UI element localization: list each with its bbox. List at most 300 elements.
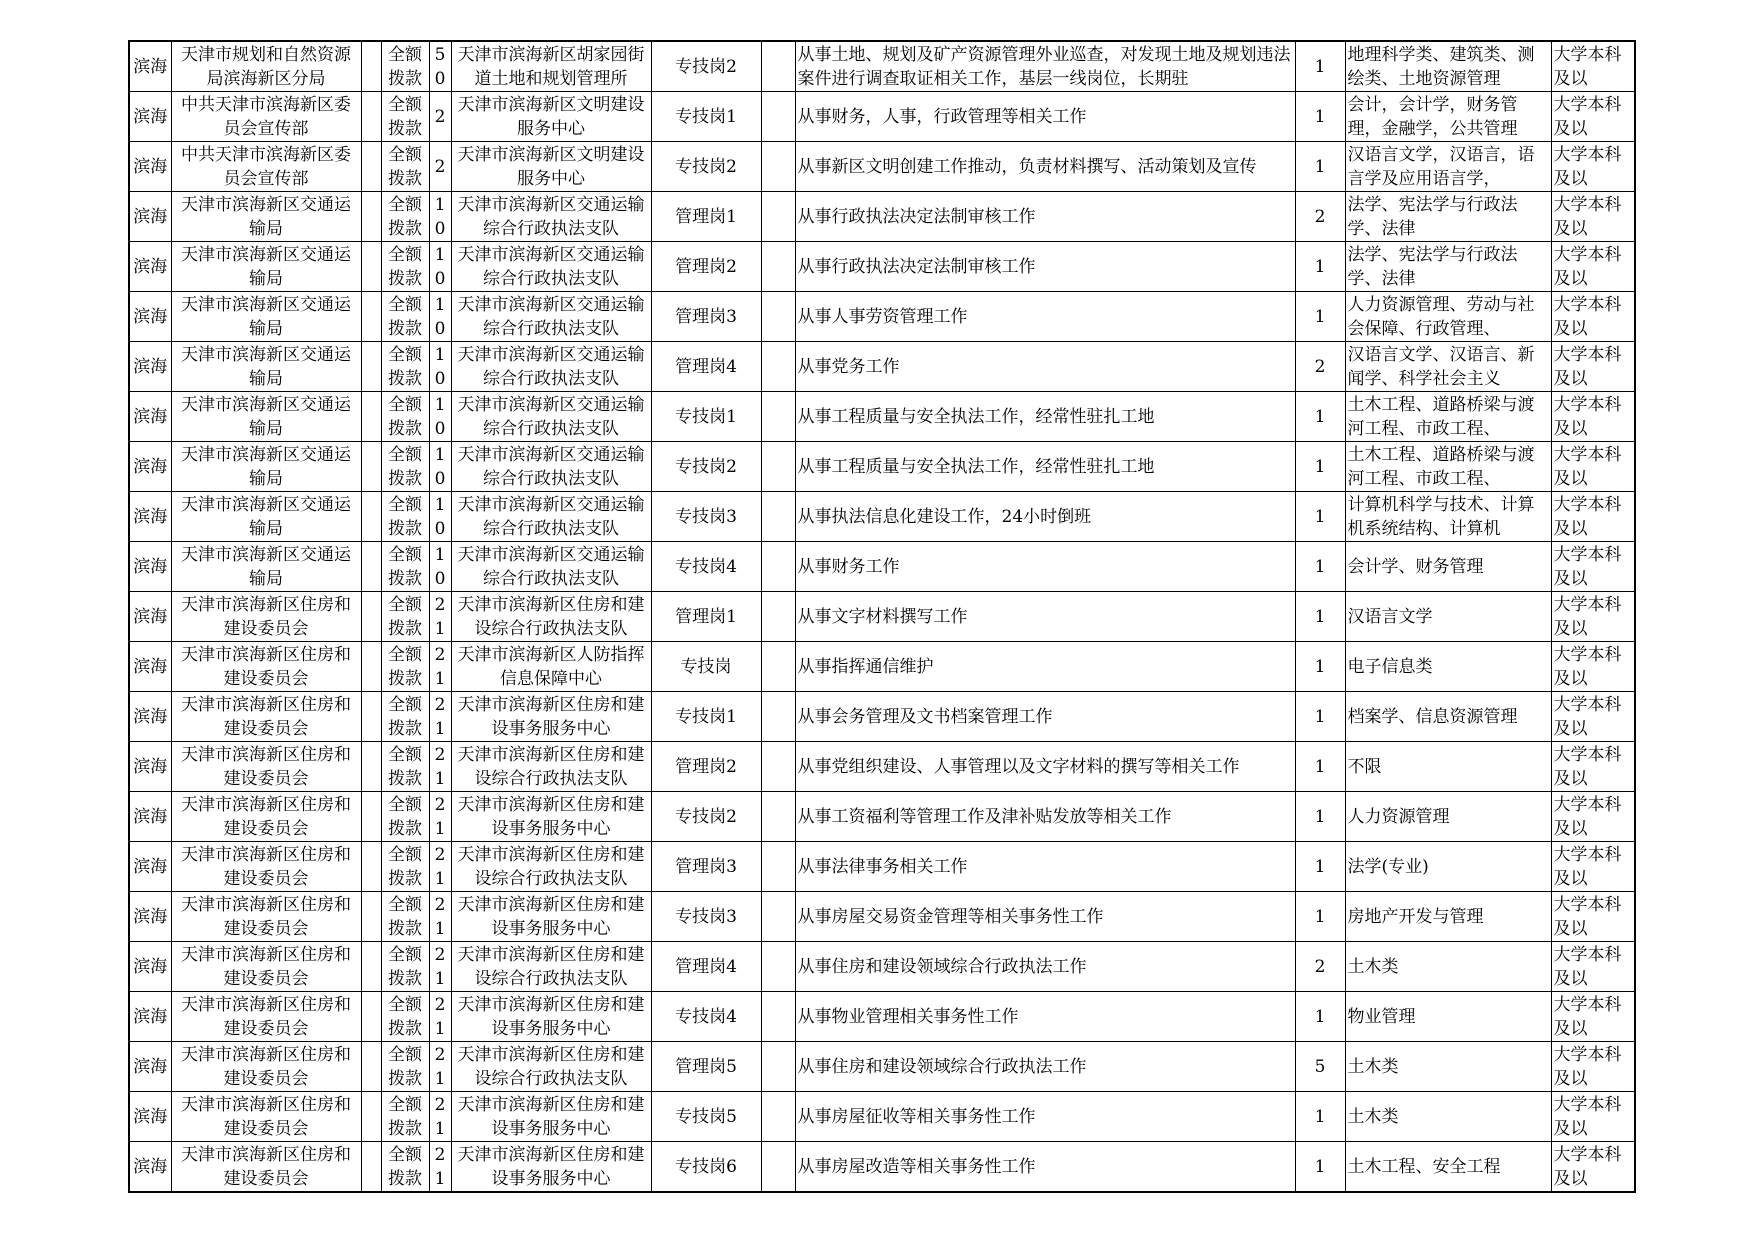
cell-headcount-text: 1 <box>1314 406 1326 427</box>
cell-separator <box>761 842 795 892</box>
cell-education <box>1551 942 1635 992</box>
cell-recruiting-unit <box>451 1092 651 1142</box>
cell-job-duty <box>795 142 1295 192</box>
cell-post-text: 专技岗4 <box>675 556 737 577</box>
table-row <box>129 142 1635 192</box>
cell-headcount-text: 1 <box>1314 756 1326 777</box>
cell-major <box>1345 742 1551 792</box>
cell-major <box>1345 692 1551 742</box>
cell-funding-type-text: 全额拨款 <box>388 644 422 689</box>
cell-major-text: 汉语言文学，汉语言，语言学及应用语言学， <box>1347 144 1535 189</box>
cell-education-text: 大学本科及以 <box>1553 744 1622 789</box>
cell-education-text: 大学本科及以 <box>1553 294 1622 339</box>
cell-major-text: 房地产开发与管理 <box>1347 906 1484 927</box>
cell-area-text: 滨海 <box>133 356 168 377</box>
cell-department <box>171 192 361 242</box>
cell-post <box>651 1142 761 1193</box>
cell-blank <box>361 942 381 992</box>
cell-blank <box>361 41 381 92</box>
cell-major <box>1345 892 1551 942</box>
cell-code-text: 21 <box>434 894 446 939</box>
cell-education <box>1551 592 1635 642</box>
cell-department-text: 天津市滨海新区住房和建设委员会 <box>181 644 351 689</box>
cell-code <box>429 342 451 392</box>
cell-post <box>651 592 761 642</box>
cell-job-duty <box>795 192 1295 242</box>
cell-funding-type-text: 全额拨款 <box>388 744 422 789</box>
cell-recruiting-unit <box>451 842 651 892</box>
cell-post-text: 专技岗3 <box>675 506 737 527</box>
cell-separator <box>761 1092 795 1142</box>
cell-department <box>171 992 361 1042</box>
cell-post-text: 专技岗1 <box>675 406 737 427</box>
cell-department-text: 天津市滨海新区住房和建设委员会 <box>181 694 351 739</box>
cell-major-text: 会计学、财务管理 <box>1347 556 1484 577</box>
cell-department-text: 天津市滨海新区住房和建设委员会 <box>181 1144 351 1189</box>
table-row <box>129 292 1635 342</box>
cell-area-text: 滨海 <box>133 206 168 227</box>
cell-code <box>429 742 451 792</box>
cell-headcount <box>1295 892 1345 942</box>
cell-headcount <box>1295 1042 1345 1092</box>
cell-job-duty <box>795 592 1295 642</box>
cell-post <box>651 692 761 742</box>
cell-major <box>1345 1042 1551 1092</box>
cell-funding-type-text: 全额拨款 <box>388 544 422 589</box>
cell-area <box>129 342 171 392</box>
table-row <box>129 92 1635 142</box>
cell-blank <box>361 92 381 142</box>
cell-major <box>1345 192 1551 242</box>
cell-code-text: 50 <box>434 44 446 89</box>
cell-major-text: 人力资源管理 <box>1347 806 1450 827</box>
cell-department <box>171 342 361 392</box>
cell-department <box>171 41 361 92</box>
cell-major <box>1345 942 1551 992</box>
cell-education <box>1551 392 1635 442</box>
cell-education <box>1551 992 1635 1042</box>
cell-job-duty-text: 从事工程质量与安全执法工作，经常性驻扎工地 <box>797 456 1155 477</box>
cell-job-duty <box>795 792 1295 842</box>
cell-funding-type-text: 全额拨款 <box>388 444 422 489</box>
cell-department-text: 天津市滨海新区交通运输局 <box>181 244 351 289</box>
cell-funding-type <box>381 1042 429 1092</box>
table-row <box>129 942 1635 992</box>
cell-major-text: 土木类 <box>1347 956 1399 977</box>
cell-code <box>429 41 451 92</box>
cell-department <box>171 1092 361 1142</box>
cell-headcount-text: 1 <box>1314 1106 1326 1127</box>
cell-education <box>1551 92 1635 142</box>
cell-post <box>651 992 761 1042</box>
cell-funding-type-text: 全额拨款 <box>388 394 422 439</box>
cell-funding-type <box>381 942 429 992</box>
cell-post <box>651 742 761 792</box>
cell-area-text: 滨海 <box>133 806 168 827</box>
cell-headcount <box>1295 642 1345 692</box>
cell-blank <box>361 292 381 342</box>
cell-job-duty <box>795 492 1295 542</box>
cell-blank <box>361 742 381 792</box>
cell-recruiting-unit-text: 天津市滨海新区交通运输综合行政执法支队 <box>457 394 645 439</box>
cell-separator <box>761 292 795 342</box>
cell-funding-type-text: 全额拨款 <box>388 494 422 539</box>
cell-area-text: 滨海 <box>133 1106 168 1127</box>
cell-major <box>1345 642 1551 692</box>
cell-separator <box>761 992 795 1042</box>
cell-major <box>1345 392 1551 442</box>
cell-education-text: 大学本科及以 <box>1553 94 1622 139</box>
cell-major <box>1345 492 1551 542</box>
cell-recruiting-unit-text: 天津市滨海新区住房和建设综合行政执法支队 <box>457 744 645 789</box>
cell-job-duty-text: 从事行政执法决定法制审核工作 <box>797 256 1036 277</box>
cell-area <box>129 192 171 242</box>
cell-blank <box>361 242 381 292</box>
cell-job-duty-text: 从事人事劳资管理工作 <box>797 306 968 327</box>
cell-post-text: 管理岗2 <box>675 756 737 777</box>
cell-funding-type-text: 全额拨款 <box>388 994 422 1039</box>
cell-funding-type <box>381 242 429 292</box>
cell-department-text: 天津市滨海新区交通运输局 <box>181 294 351 339</box>
cell-department <box>171 1042 361 1092</box>
cell-recruiting-unit <box>451 142 651 192</box>
cell-funding-type-text: 全额拨款 <box>388 894 422 939</box>
cell-headcount <box>1295 1142 1345 1193</box>
cell-code-text: 10 <box>434 194 446 239</box>
cell-blank <box>361 792 381 842</box>
cell-recruiting-unit <box>451 242 651 292</box>
cell-area <box>129 1142 171 1193</box>
table-row <box>129 492 1635 542</box>
cell-recruiting-unit-text: 天津市滨海新区住房和建设事务服务中心 <box>457 794 645 839</box>
cell-job-duty <box>795 392 1295 442</box>
cell-department-text: 天津市滨海新区住房和建设委员会 <box>181 1094 351 1139</box>
cell-headcount-text: 1 <box>1314 656 1326 677</box>
cell-area <box>129 592 171 642</box>
cell-headcount <box>1295 992 1345 1042</box>
cell-funding-type-text: 全额拨款 <box>388 1144 422 1189</box>
cell-major-text: 法学(专业) <box>1347 856 1429 877</box>
cell-area-text: 滨海 <box>133 1006 168 1027</box>
cell-major-text: 法学、宪法学与行政法学、法律 <box>1347 194 1518 239</box>
table-row <box>129 542 1635 592</box>
cell-code-text: 10 <box>434 294 446 339</box>
cell-major <box>1345 92 1551 142</box>
cell-headcount-text: 1 <box>1314 1006 1326 1027</box>
cell-area <box>129 692 171 742</box>
cell-headcount-text: 1 <box>1314 856 1326 877</box>
cell-department <box>171 1142 361 1193</box>
cell-department <box>171 492 361 542</box>
cell-department <box>171 742 361 792</box>
cell-code-text: 10 <box>434 544 446 589</box>
cell-recruiting-unit <box>451 892 651 942</box>
cell-area <box>129 642 171 692</box>
cell-post-text: 管理岗5 <box>675 1056 737 1077</box>
cell-job-duty-text: 从事住房和建设领域综合行政执法工作 <box>797 1056 1087 1077</box>
cell-major-text: 计算机科学与技术、计算机系统结构、计算机 <box>1347 494 1535 539</box>
cell-funding-type <box>381 142 429 192</box>
cell-area-text: 滨海 <box>133 456 168 477</box>
cell-major <box>1345 1092 1551 1142</box>
cell-funding-type <box>381 92 429 142</box>
table-row <box>129 1042 1635 1092</box>
cell-headcount-text: 1 <box>1314 306 1326 327</box>
cell-department-text: 天津市滨海新区交通运输局 <box>181 394 351 439</box>
cell-post-text: 专技岗5 <box>675 1106 737 1127</box>
cell-headcount-text: 1 <box>1314 906 1326 927</box>
cell-funding-type <box>381 392 429 442</box>
cell-code-text: 2 <box>434 106 446 127</box>
cell-funding-type-text: 全额拨款 <box>388 44 422 89</box>
cell-headcount-text: 5 <box>1314 1056 1326 1077</box>
cell-funding-type-text: 全额拨款 <box>388 594 422 639</box>
cell-code-text: 21 <box>434 594 446 639</box>
cell-code-text: 21 <box>434 744 446 789</box>
cell-blank <box>361 1042 381 1092</box>
cell-separator <box>761 792 795 842</box>
table-row <box>129 1142 1635 1193</box>
cell-code <box>429 242 451 292</box>
cell-job-duty-text: 从事工资福利等管理工作及津补贴发放等相关工作 <box>797 806 1172 827</box>
cell-education-text: 大学本科及以 <box>1553 644 1622 689</box>
cell-education-text: 大学本科及以 <box>1553 444 1622 489</box>
cell-separator <box>761 142 795 192</box>
cell-education-text: 大学本科及以 <box>1553 944 1622 989</box>
cell-funding-type <box>381 342 429 392</box>
cell-area-text: 滨海 <box>133 156 168 177</box>
cell-major <box>1345 41 1551 92</box>
cell-recruiting-unit <box>451 992 651 1042</box>
cell-separator <box>761 342 795 392</box>
cell-code-text: 21 <box>434 644 446 689</box>
cell-funding-type <box>381 542 429 592</box>
cell-area <box>129 942 171 992</box>
cell-code-text: 21 <box>434 844 446 889</box>
cell-code <box>429 892 451 942</box>
cell-recruiting-unit <box>451 742 651 792</box>
cell-job-duty-text: 从事房屋改造等相关事务性工作 <box>797 1156 1036 1177</box>
cell-funding-type-text: 全额拨款 <box>388 194 422 239</box>
cell-area-text: 滨海 <box>133 756 168 777</box>
cell-major-text: 物业管理 <box>1347 1006 1416 1027</box>
cell-department-text: 天津市滨海新区住房和建设委员会 <box>181 994 351 1039</box>
cell-headcount-text: 1 <box>1314 256 1326 277</box>
cell-area-text: 滨海 <box>133 706 168 727</box>
cell-job-duty-text: 从事财务工作 <box>797 556 900 577</box>
cell-recruiting-unit-text: 天津市滨海新区交通运输综合行政执法支队 <box>457 444 645 489</box>
cell-recruiting-unit-text: 天津市滨海新区住房和建设事务服务中心 <box>457 1094 645 1139</box>
cell-department-text: 天津市滨海新区交通运输局 <box>181 344 351 389</box>
cell-recruiting-unit-text: 天津市滨海新区交通运输综合行政执法支队 <box>457 294 645 339</box>
cell-separator <box>761 692 795 742</box>
cell-job-duty-text: 从事土地、规划及矿产资源管理外业巡查，对发现土地及规划违法案件进行调查取证相关工作，基层一线岗位，长期驻 <box>797 44 1291 89</box>
cell-headcount-text: 1 <box>1314 56 1326 77</box>
cell-department-text: 天津市滨海新区交通运输局 <box>181 194 351 239</box>
cell-major-text: 电子信息类 <box>1347 656 1433 677</box>
cell-headcount-text: 1 <box>1314 1156 1326 1177</box>
cell-code <box>429 992 451 1042</box>
cell-area <box>129 1092 171 1142</box>
cell-department <box>171 642 361 692</box>
cell-area-text: 滨海 <box>133 106 168 127</box>
cell-recruiting-unit <box>451 1042 651 1092</box>
cell-post-text: 专技岗1 <box>675 106 737 127</box>
cell-code <box>429 692 451 742</box>
cell-major <box>1345 1142 1551 1193</box>
cell-department-text: 天津市滨海新区住房和建设委员会 <box>181 1044 351 1089</box>
cell-recruiting-unit-text: 天津市滨海新区胡家园街道土地和规划管理所 <box>457 44 645 89</box>
cell-code <box>429 542 451 592</box>
cell-headcount <box>1295 842 1345 892</box>
cell-post <box>651 342 761 392</box>
cell-code <box>429 142 451 192</box>
cell-education-text: 大学本科及以 <box>1553 44 1622 89</box>
cell-area <box>129 242 171 292</box>
cell-post-text: 专技岗3 <box>675 906 737 927</box>
cell-area-text: 滨海 <box>133 1056 168 1077</box>
cell-post-text: 管理岗1 <box>675 206 737 227</box>
cell-code <box>429 92 451 142</box>
cell-department-text: 天津市滨海新区住房和建设委员会 <box>181 844 351 889</box>
cell-education <box>1551 142 1635 192</box>
cell-post <box>651 92 761 142</box>
cell-code <box>429 1142 451 1193</box>
cell-job-duty <box>795 942 1295 992</box>
cell-post-text: 专技岗2 <box>675 456 737 477</box>
cell-job-duty <box>795 992 1295 1042</box>
cell-headcount-text: 1 <box>1314 806 1326 827</box>
cell-blank <box>361 192 381 242</box>
cell-job-duty <box>795 1092 1295 1142</box>
cell-post-text: 管理岗4 <box>675 356 737 377</box>
cell-headcount-text: 1 <box>1314 456 1326 477</box>
cell-recruiting-unit-text: 天津市滨海新区交通运输综合行政执法支队 <box>457 244 645 289</box>
cell-education-text: 大学本科及以 <box>1553 894 1622 939</box>
cell-code <box>429 592 451 642</box>
cell-area <box>129 492 171 542</box>
cell-major-text: 土木类 <box>1347 1106 1399 1127</box>
cell-recruiting-unit-text: 天津市滨海新区交通运输综合行政执法支队 <box>457 544 645 589</box>
cell-recruiting-unit-text: 天津市滨海新区交通运输综合行政执法支队 <box>457 494 645 539</box>
cell-headcount <box>1295 92 1345 142</box>
cell-education-text: 大学本科及以 <box>1553 244 1622 289</box>
table-row <box>129 192 1635 242</box>
cell-separator <box>761 41 795 92</box>
cell-job-duty-text: 从事新区文明创建工作推动，负责材料撰写、活动策划及宣传 <box>797 156 1257 177</box>
cell-post-text: 专技岗 <box>680 656 732 677</box>
cell-post <box>651 892 761 942</box>
cell-recruiting-unit <box>451 592 651 642</box>
cell-blank <box>361 892 381 942</box>
cell-job-duty-text: 从事党组织建设、人事管理以及文字材料的撰写等相关工作 <box>797 756 1240 777</box>
cell-funding-type-text: 全额拨款 <box>388 244 422 289</box>
cell-post-text: 管理岗4 <box>675 956 737 977</box>
cell-major <box>1345 242 1551 292</box>
cell-education-text: 大学本科及以 <box>1553 394 1622 439</box>
cell-area-text: 滨海 <box>133 656 168 677</box>
cell-headcount-text: 1 <box>1314 506 1326 527</box>
cell-area-text: 滨海 <box>133 556 168 577</box>
cell-area-text: 滨海 <box>133 56 168 77</box>
cell-code-text: 10 <box>434 244 446 289</box>
cell-post <box>651 442 761 492</box>
cell-department-text: 中共天津市滨海新区委员会宣传部 <box>181 144 351 189</box>
cell-code-text: 21 <box>434 944 446 989</box>
cell-recruiting-unit <box>451 292 651 342</box>
cell-blank <box>361 592 381 642</box>
cell-headcount-text: 1 <box>1314 706 1326 727</box>
cell-recruiting-unit <box>451 92 651 142</box>
cell-department-text: 天津市滨海新区交通运输局 <box>181 444 351 489</box>
cell-headcount-text: 2 <box>1314 356 1326 377</box>
cell-funding-type <box>381 1092 429 1142</box>
cell-major <box>1345 842 1551 892</box>
table-row <box>129 792 1635 842</box>
cell-area <box>129 142 171 192</box>
cell-funding-type <box>381 792 429 842</box>
cell-recruiting-unit <box>451 192 651 242</box>
cell-post-text: 专技岗2 <box>675 806 737 827</box>
cell-job-duty-text: 从事行政执法决定法制审核工作 <box>797 206 1036 227</box>
cell-job-duty-text: 从事文字材料撰写工作 <box>797 606 968 627</box>
cell-education <box>1551 41 1635 92</box>
cell-code-text: 21 <box>434 1094 446 1139</box>
cell-major-text: 地理科学类、建筑类、测绘类、土地资源管理 <box>1347 44 1535 89</box>
cell-funding-type <box>381 41 429 92</box>
cell-recruiting-unit-text: 天津市滨海新区人防指挥信息保障中心 <box>457 644 645 689</box>
cell-recruiting-unit <box>451 392 651 442</box>
cell-code-text: 10 <box>434 494 446 539</box>
cell-education <box>1551 292 1635 342</box>
cell-major <box>1345 992 1551 1042</box>
cell-code-text: 10 <box>434 394 446 439</box>
cell-funding-type <box>381 442 429 492</box>
cell-post <box>651 1042 761 1092</box>
cell-recruiting-unit <box>451 542 651 592</box>
cell-area <box>129 992 171 1042</box>
cell-education <box>1551 1142 1635 1193</box>
cell-area <box>129 892 171 942</box>
cell-area <box>129 842 171 892</box>
cell-job-duty-text: 从事党务工作 <box>797 356 900 377</box>
cell-education <box>1551 1092 1635 1142</box>
cell-funding-type <box>381 892 429 942</box>
cell-area <box>129 1042 171 1092</box>
cell-blank <box>361 642 381 692</box>
cell-education <box>1551 492 1635 542</box>
cell-job-duty-text: 从事法律事务相关工作 <box>797 856 968 877</box>
cell-code <box>429 492 451 542</box>
cell-major-text: 土木工程、道路桥梁与渡河工程、市政工程、 <box>1347 444 1535 489</box>
cell-department <box>171 592 361 642</box>
cell-headcount <box>1295 442 1345 492</box>
cell-education <box>1551 842 1635 892</box>
cell-headcount-text: 2 <box>1314 206 1326 227</box>
cell-separator <box>761 942 795 992</box>
cell-funding-type-text: 全额拨款 <box>388 1044 422 1089</box>
table-row <box>129 41 1635 92</box>
cell-headcount-text: 1 <box>1314 106 1326 127</box>
cell-education-text: 大学本科及以 <box>1553 1094 1622 1139</box>
cell-blank <box>361 142 381 192</box>
cell-headcount <box>1295 41 1345 92</box>
cell-major-text: 土木工程、道路桥梁与渡河工程、市政工程、 <box>1347 394 1535 439</box>
cell-department <box>171 892 361 942</box>
cell-recruiting-unit <box>451 41 651 92</box>
cell-education-text: 大学本科及以 <box>1553 594 1622 639</box>
table-row <box>129 392 1635 442</box>
